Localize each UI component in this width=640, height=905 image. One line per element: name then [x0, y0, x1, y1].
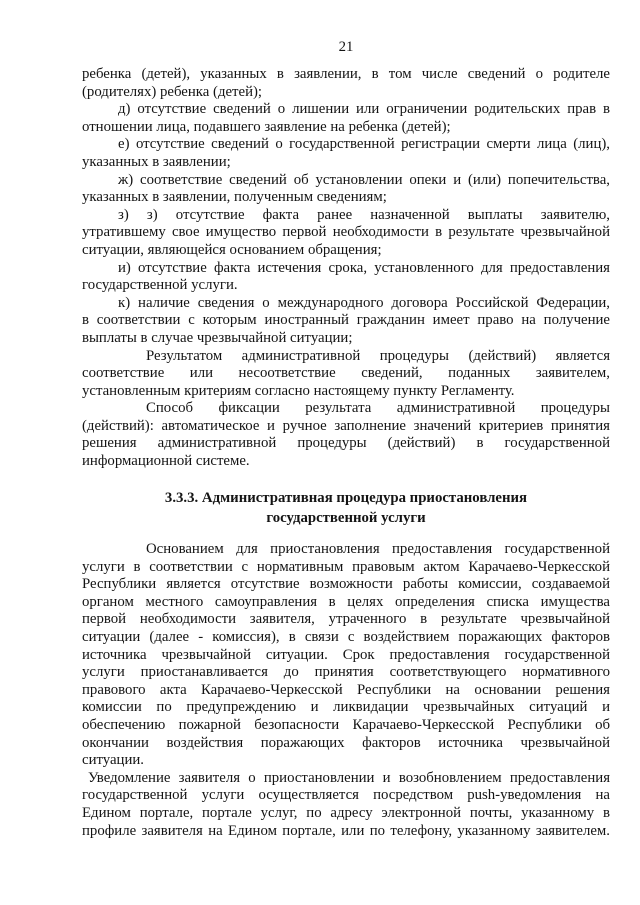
text-line: з) з) отсутствие факта ранее назначенной выплаты заявителю,: [118, 206, 610, 223]
text-line: и) отсутствие факта истечения срока, установленного для предоставления: [118, 259, 610, 276]
criterion-zh-paragraph: [82, 172, 610, 207]
text-line: ж) соответствие сведений об установлении опеки и (или) попечительства,: [118, 171, 610, 188]
text-line: государственной услуги.: [82, 277, 238, 294]
text-line: Едином портале, портале услуг, по адресу электронной почты, указанному в: [82, 804, 610, 821]
result-recording-paragraph: [82, 400, 610, 470]
text-line: профиле заявителя на Едином портале, или по телефону, указанному заявителем.: [82, 822, 610, 839]
procedure-result-paragraph: [82, 348, 610, 401]
criterion-k-paragraph: [82, 295, 610, 348]
text-line: к) наличие сведения о международного договора Российской Федерации,: [118, 294, 610, 311]
text-line: установленным критериям согласно настоящему пункту Регламенту.: [82, 382, 515, 399]
text-line: Республики является отсутствие возможности работы комиссии, создаваемой: [82, 576, 610, 593]
text-line: государственной услуги осуществляется посредством push-уведомления на: [82, 787, 610, 804]
text-line: услуги в соответствии с нормативным правовым актом Карачаево-Черкесской: [82, 558, 610, 575]
text-line: д) отсутствие сведений о лишении или ограничении родительских прав в: [118, 101, 610, 118]
text-line: (действий): автоматическое и ручное заполнение значений критериев принятия: [82, 417, 610, 434]
text-line: е) отсутствие сведений о государственной регистрации смерти лица (лиц),: [118, 136, 610, 153]
text-line: ребенка (детей), указанных в заявлении, в том числе сведений о родителе: [82, 66, 610, 82]
text-line: Уведомление заявителя о приостановлении и возобновлением предоставления: [88, 769, 610, 786]
text-line: (родителях) ребенка (детей);: [82, 83, 263, 100]
text-line: ситуации (далее - комиссия), в связи с воздействием поражающих факторов: [82, 628, 610, 645]
text-line: решения административной процедуры (действий) в государственной: [82, 435, 610, 452]
section-heading-line: государственной услуги: [266, 510, 426, 526]
text-line: выплаты в случае чрезвычайной ситуации;: [82, 329, 353, 346]
text-line: правового акта Карачаево-Черкесской Республики на основании решения: [82, 681, 610, 698]
text-line: первой необходимости заявителя, утраченного в результате чрезвычайной: [82, 611, 610, 628]
text-line: утратившему свое имущество первой необходимости в результате чрезвычайной: [82, 224, 610, 241]
criterion-z-paragraph: [82, 207, 610, 260]
criterion-e-paragraph: [82, 136, 610, 171]
suspension-section-body: [82, 541, 610, 840]
text-line: соответствие или несоответствие сведений, поданных заявителем,: [82, 365, 610, 382]
text-line: органом местного самоуправления в целях определения списка имущества: [82, 593, 610, 610]
text-line: ситуации, являющейся основанием обращения;: [82, 241, 382, 258]
text-line: услуги приостанавливается до принятия соответствующего нормативного: [82, 664, 610, 681]
text-line: обеспечению пожарной безопасности Карачаево-Черкесской Республики об: [82, 716, 610, 733]
text-line: информационной системе.: [82, 453, 250, 470]
text-line: отношении лица, подавшего заявление на ребенка (детей);: [82, 118, 451, 135]
section-heading-line: 3.3.3. Административная процедура приостановления: [164, 490, 528, 506]
suspension-notification-paragraph: [82, 770, 610, 840]
criteria-list: [82, 66, 610, 471]
criterion-i-paragraph: [82, 260, 610, 295]
text-line: указанных в заявлении, полученным сведениям;: [82, 189, 387, 206]
text-line: указанных в заявлении;: [82, 153, 231, 170]
text-line: источника чрезвычайной ситуации. Срок предоставления государственной: [82, 646, 610, 663]
page-number: 21: [338, 39, 354, 55]
section-heading: [82, 488, 610, 528]
text-line: в соответствии с которым иностранный гражданин имеет право на получение: [82, 312, 610, 329]
text-line: Способ фиксации результата административной процедуры: [146, 400, 610, 417]
criterion-d-paragraph: [82, 101, 610, 136]
text-line: Основанием для приостановления предоставления государственной: [146, 541, 610, 557]
text-line: окончании воздействия поражающих факторов источника чрезвычайной: [82, 734, 610, 751]
suspension-grounds-paragraph: [82, 541, 610, 770]
text-line: Результатом административной процедуры (действий) является: [146, 347, 610, 364]
text-line: комиссии по предупреждению и ликвидации чрезвычайных ситуаций и: [82, 699, 610, 716]
criteria-continuation-paragraph: [82, 66, 610, 101]
text-line: ситуации.: [82, 752, 144, 769]
